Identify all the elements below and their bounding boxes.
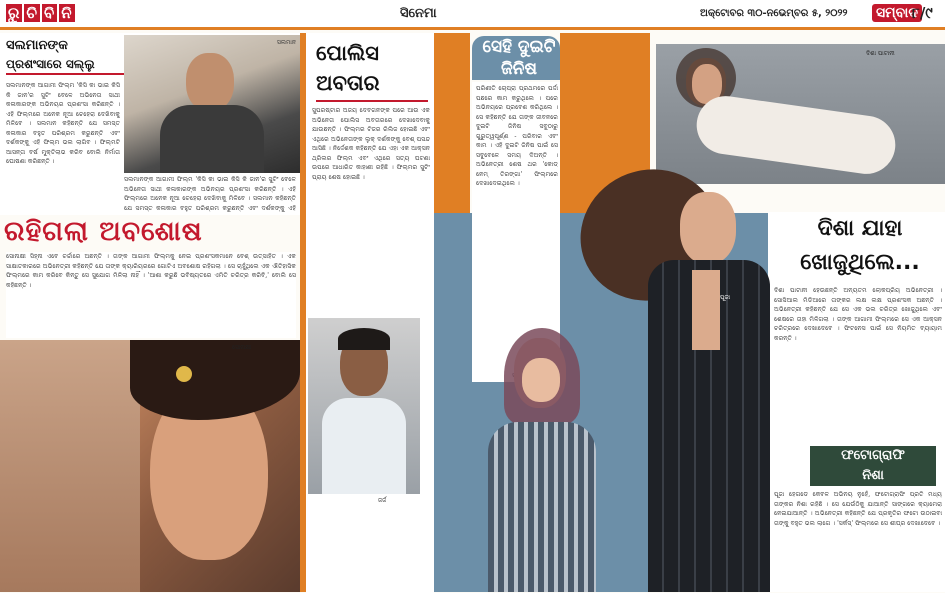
parineeti-headline-line1: ସେହି ଦୁଇଟି bbox=[482, 37, 556, 57]
column-divider bbox=[300, 33, 306, 592]
logo-char: ନି bbox=[61, 4, 73, 22]
parineeti-headline bbox=[474, 36, 564, 80]
photo-credit: ସଲମାନ bbox=[276, 39, 296, 46]
disha-headline-line2: ଖୋଜୁଥିଲେ... bbox=[800, 250, 920, 275]
photo-credit: ସୋନାକ୍ଷୀ bbox=[232, 344, 252, 351]
jewel-shape bbox=[176, 366, 192, 382]
parineeti-body: ପରିଣୀତି ଚୋପ୍ରା ପ୍ରଥମରେ ପର୍ଦ୍ଦା ପଛରେ କାମ କରୁଥିଲେ । ପରେ ଅଭିନୟରେ ପ୍ରବେଶ କରିଥିଲେ । ସେ କହିଛନ୍ତି ଯେ ତାଙ୍କ ଜୀବନରେ ଦୁଇଟି ଜିନିଷ ସବୁଠାରୁ ଗୁରୁତ୍ୱପୂର୍ଣ୍ଣ - ପରିବାର ଏବଂ କାମ । ଏହି ଦୁଇଟି ଜିନିଷ ପାଇଁ ସେ ସବୁବେଳେ ସମୟ ଦିଅନ୍ତି । ଅଭିନେତ୍ରୀ ଶେଷ ଥର 'କୋଡ୍ ନେମ୍ ତିରଙ୍ଗା' ଫିଲ୍ମରେ ଦେଖାଦେଇଥିଲେ । bbox=[476, 85, 558, 187]
section-logo bbox=[0, 0, 100, 28]
salman-body-cont: ସଲମାନଙ୍କ ଆଗାମୀ ଫିଲ୍ମ 'କିସି କା ଭାଇ କିସି କି ଜାନ'ର ସୁଟିଂ ବେଳେ ଅଭିନେତା ସାଥୀ କଳାକାରଙ୍କ ଅଭିନୟର ପ୍ରଶଂସା କରିଛନ୍ତି । ଏହି ଫିଲ୍ମରେ ଅନେକ ନୂଆ ଚେହେରା ଦେଖିବାକୁ ମିଳିବେ । ସଲମାନ କହିଛନ୍ତି ଯେ ସମସ୍ତ କଳାକାର ବହୁତ ପରିଶ୍ରମ କରୁଛନ୍ତି ଏବଂ ଦର୍ଶକଙ୍କୁ ଏହି bbox=[124, 176, 296, 212]
masthead bbox=[0, 0, 945, 30]
face-shape bbox=[680, 192, 736, 264]
sonakshi-headline: ରହିଗଲା ଅବଶୋଷ bbox=[4, 216, 203, 247]
background-shape bbox=[0, 340, 140, 592]
photo-credit: ଜର୍ଜ bbox=[378, 497, 387, 504]
pooja-headline-line2: ନିଶା bbox=[862, 468, 884, 483]
pooja-headline bbox=[810, 446, 936, 486]
salman-kicker-line2: ପ୍ରଶଂସାରେ ସଲ୍ଲୁ bbox=[6, 55, 124, 75]
pooja-photo bbox=[560, 140, 770, 592]
brand-logo: ସମ୍ବାଦ bbox=[872, 4, 922, 22]
salman-photo bbox=[124, 35, 300, 173]
salman-article bbox=[0, 33, 300, 215]
sonakshi-body: ସୋନାକ୍ଷୀ ସିହ୍ନା ଏବେ ଚର୍ଚ୍ଚାରେ ଅଛନ୍ତି । ତାଙ୍କ ଆଗାମୀ ଫିଲ୍ମକୁ ନେଇ ପ୍ରଶଂସକମାନେ ବେଶ୍ ଉତ୍ସାହିତ । ଏକ ସାକ୍ଷାତକାରରେ ଅଭିନେତ୍ରୀ କହିଛନ୍ତି ଯେ ତାଙ୍କ କ୍ୟାରିୟରରେ ଗୋଟିଏ ଅବଶୋଷ ରହିଗଲା । ସେ ଚାହୁଁଥିଲେ ଏକ ଐତିହାସିକ ଫିଲ୍ମରେ କାମ କରିବେ କିନ୍ତୁ ସେ ସୁଯୋଗ ମିଳିଲା ନାହିଁ । 'ଆଶା କରୁଛି ଭବିଷ୍ୟତରେ ଏମିତି ଚରିତ୍ର କରିବି,' ବୋଲି ସେ କହିଛନ୍ତି । bbox=[6, 252, 296, 338]
shirt-shape bbox=[322, 398, 406, 494]
disha-headline-line1: ଦିଶା ଯାହା bbox=[817, 216, 903, 241]
hair-shape bbox=[130, 340, 300, 420]
orange-band bbox=[434, 33, 470, 213]
police-headline bbox=[316, 38, 426, 98]
face-shape bbox=[186, 53, 234, 111]
issue-date: ଅକ୍ଟୋବର ୩୦-ନଭେମ୍ବର ୫, ୨୦୨୨ bbox=[700, 8, 848, 19]
neck-shape bbox=[692, 270, 720, 350]
police-headline-line2: ଅବତାର bbox=[316, 71, 380, 95]
page-number: ୮/୯ bbox=[912, 4, 933, 22]
police-headline-line1: ପୋଲିସ bbox=[316, 41, 379, 65]
logo-char: ରୁ bbox=[8, 4, 21, 22]
disha-body: ଦିଶା ପାଟାନୀ ହେଉଛନ୍ତି ଅନ୍ୟତମ ଲୋକପ୍ରିୟ ଅଭିନେତ୍ରୀ । ସୋସିଆଲ ମିଡିଆରେ ତାଙ୍କର ଲକ୍ଷ ଲକ୍ଷ ପ୍ରଶଂସକ ଅଛନ୍ତି । ଅଭିନେତ୍ରୀ କହିଛନ୍ତି ଯେ ସେ ଏକ ଭଲ ଚରିତ୍ର ଖୋଜୁଥିଲେ ଏବଂ ଶେଷରେ ତାହା ମିଳିଗଲା । ତାଙ୍କ ଆଗାମୀ ଫିଲ୍ମରେ ସେ ଏକ ଆକ୍ସନ ଚରିତ୍ରରେ ଦେଖାଦେବେ । ଫିଟନେସ ପାଇଁ ସେ ନିୟମିତ ବ୍ୟାୟାମ କରନ୍ତି । bbox=[774, 287, 942, 342]
section-name: ସିନେମା bbox=[400, 6, 437, 21]
police-photo bbox=[308, 318, 420, 494]
logo-char: ବି bbox=[44, 4, 56, 22]
hair-shape bbox=[338, 328, 390, 350]
parineeti-headline-line2: ଜିନିଷ bbox=[500, 59, 537, 79]
face-shape bbox=[522, 358, 560, 402]
photo-credit: ପୂଜା bbox=[720, 294, 731, 301]
police-body: ସୁପରଷ୍ଟାର ଅଜୟ ଦେବଗନଙ୍କ ପରେ ଆଉ ଏକ ଅଭିନେତା ପୋଲିସ ଅବତାରରେ ଦେଖାଦେବାକୁ ଯାଉଛନ୍ତି । ଫିଲ୍ମର ଟିଜର ରିଲିଜ ହୋଇଛି ଏବଂ ଏଥିରେ ଅଭିନେତାଙ୍କ ଲୁକ୍ ଦର୍ଶକଙ୍କୁ ବେଶ୍ ପସନ୍ଦ ଆସିଛି । ନିର୍ଦ୍ଦେଶକ କହିଛନ୍ତି ଯେ ଏହା ଏକ ଆକ୍ସନ ଥ୍ରିଲର ଫିଲ୍ମ ଏବଂ ଏଥିରେ ସତ୍ୟ ଘଟଣା ଉପରେ ଆଧାରିତ କାହାଣୀ ରହିଛି । ଫିଲ୍ମର ସୁଟିଂ ପ୍ରାୟ ଶେଷ ହୋଇଛି । bbox=[312, 107, 430, 181]
salman-kicker-line1: ସଲମାନଙ୍କ bbox=[6, 38, 68, 53]
pooja-body: ପୂଜା ହେଗଡେ କେବଳ ଅଭିନୟ ନୁହେଁ, ଫଟୋଗ୍ରାଫି ପ୍ରତି ମଧ୍ୟ ତାଙ୍କର ନିଶା ରହିଛି । ସେ ଯେଉଁଠିକୁ ଯାଆନ୍ତି ସାଙ୍ଗରେ କ୍ୟାମେରା ନେଇଯାଆନ୍ତି । ଅଭିନେତ୍ରୀ କହିଛନ୍ତି ଯେ ପ୍ରକୃତିର ଫଟୋ ଉଠାଇବା ତାଙ୍କୁ ବହୁତ ଭଲ ଲାଗେ । 'ସର୍କସ୍' ଫିଲ୍ମରେ ସେ ଶୀଘ୍ର ଦେଖାଦେବେ । bbox=[774, 491, 942, 527]
disha-headline bbox=[776, 212, 944, 280]
salman-kicker bbox=[6, 37, 124, 79]
divider bbox=[316, 100, 428, 102]
sonakshi-photo bbox=[0, 340, 300, 592]
shirt-shape bbox=[160, 105, 264, 173]
photo-credit: ଦିଶା ପାଟାନୀ bbox=[866, 50, 895, 57]
salman-body: ସଲମାନଙ୍କ ଆଗାମୀ ଫିଲ୍ମ 'କିସି କା ଭାଇ କିସି କି ଜାନ'ର ସୁଟିଂ ବେଳେ ଅଭିନେତା ସାଥୀ କଳାକାରଙ୍କ ଅଭିନୟର ପ୍ରଶଂସା କରିଛନ୍ତି । ଏହି ଫିଲ୍ମରେ ଅନେକ ନୂଆ ଚେହେରା ଦେଖିବାକୁ ମିଳିବେ । ସଲମାନ କହିଛନ୍ତି ଯେ ସମସ୍ତ କଳାକାର ବହୁତ ପରିଶ୍ରମ କରୁଛନ୍ତି ଏବଂ ଦର୍ଶକଙ୍କୁ ଏହି ଫିଲ୍ମ ଭଲ ଲାଗିବ । ଫିଲ୍ମଟି ଆସନ୍ତା ବର୍ଷ ମୁକ୍ତିଲାଭ କରିବ ବୋଲି ନିର୍ମାତା ଘୋଷଣା କରିଛନ୍ତି । bbox=[6, 82, 120, 165]
logo-char: ଚି bbox=[26, 4, 39, 22]
pooja-headline-line1: ଫଟୋଗ୍ରାଫି bbox=[841, 448, 905, 463]
